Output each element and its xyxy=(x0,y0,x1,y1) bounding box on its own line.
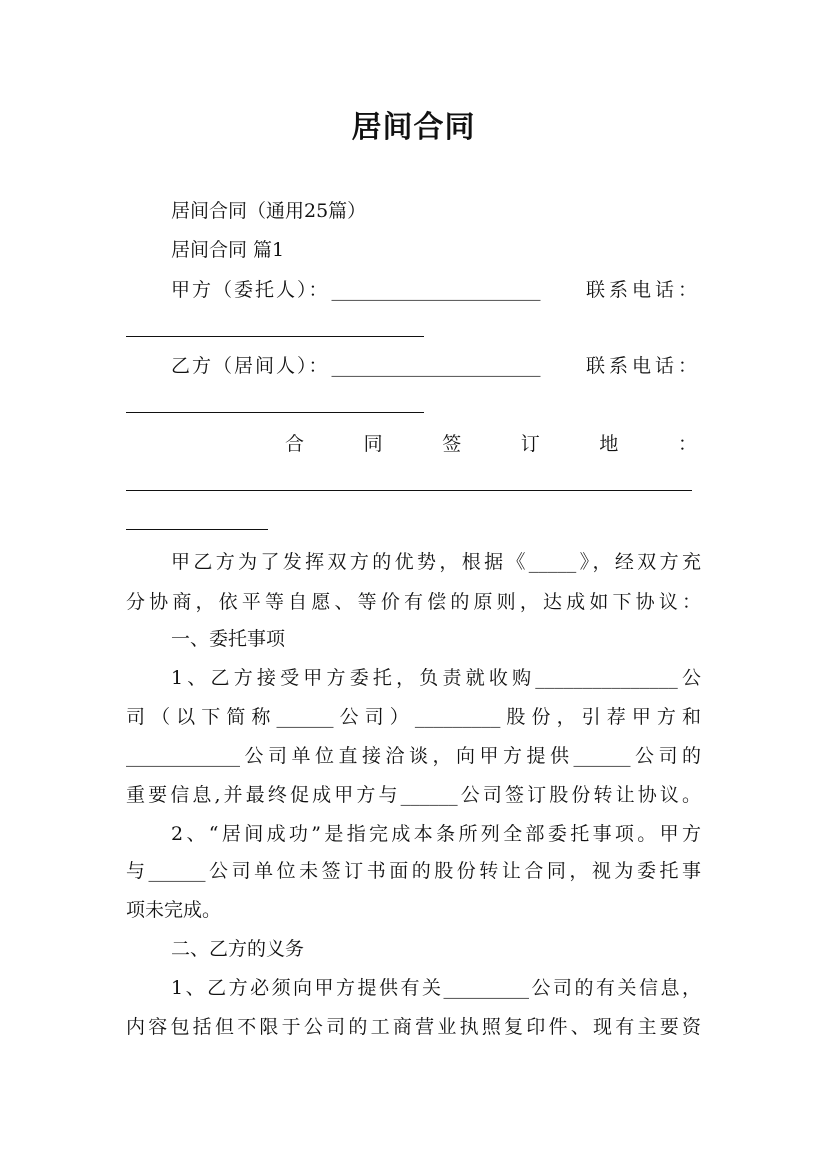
party-a-blank: ______________________ xyxy=(331,279,541,301)
section-heading: 居间合同 篇1 xyxy=(171,239,285,261)
signing-place-blank xyxy=(126,490,692,491)
intro-line: 分协商，依平等自愿、等价有偿的原则，达成如下协议： xyxy=(126,591,701,613)
signing-place-char: 地 xyxy=(599,433,619,455)
signing-place-char: 合 xyxy=(285,433,305,455)
party-a-phone-blank xyxy=(126,336,424,337)
duty-1-line: 内容包括但不限于公司的工商营业执照复印件、现有主要资 xyxy=(126,1016,701,1038)
party-a-line xyxy=(171,278,701,302)
intro-line: 甲乙方为了发挥双方的优势，根据《_____》，经双方充 xyxy=(171,551,701,573)
party-a-label: 甲方（委托人）： xyxy=(171,279,330,301)
item-1-line: 司（以下简称______公司）_________股份，引荐甲方和 xyxy=(126,706,701,728)
party-b-phone-label: 联系电话： xyxy=(585,355,701,377)
party-b-label: 乙方（居间人）： xyxy=(171,355,330,377)
document-subtitle: 居间合同（通用25篇） xyxy=(171,200,367,222)
signing-place-label xyxy=(285,432,697,456)
signing-place-blank-continued xyxy=(126,529,268,530)
party-b-line xyxy=(171,354,701,378)
item-2-line: 与______公司单位未签订书面的股份转让合同，视为委托事 xyxy=(126,860,701,882)
heading-entrusted-matters: 一、委托事项 xyxy=(171,628,286,650)
item-2-line: 2、“居间成功”是指完成本条所列全部委托事项。甲方 xyxy=(171,823,701,845)
party-b-phone-blank xyxy=(126,412,424,413)
document-title: 居间合同 xyxy=(351,110,476,145)
signing-place-char: 签 xyxy=(442,433,462,455)
item-1-line: ____________公司单位直接洽谈，向甲方提供______公司的 xyxy=(126,745,701,767)
item-1-line: 重要信息,并最终促成甲方与______公司签订股份转让协议。 xyxy=(126,784,701,806)
party-b-blank: ______________________ xyxy=(331,355,541,377)
party-a-phone-label: 联系电话： xyxy=(585,279,701,301)
item-2-line: 项未完成。 xyxy=(126,899,222,921)
heading-party-b-duties: 二、乙方的义务 xyxy=(171,938,305,960)
signing-place-char: ： xyxy=(677,433,697,455)
item-1-line: 1、乙方接受甲方委托，负责就收购_______________公 xyxy=(171,667,701,689)
signing-place-char: 同 xyxy=(363,433,383,455)
signing-place-char: 订 xyxy=(520,433,540,455)
duty-1-line: 1、乙方必须向甲方提供有关_________公司的有关信息， xyxy=(171,977,701,999)
